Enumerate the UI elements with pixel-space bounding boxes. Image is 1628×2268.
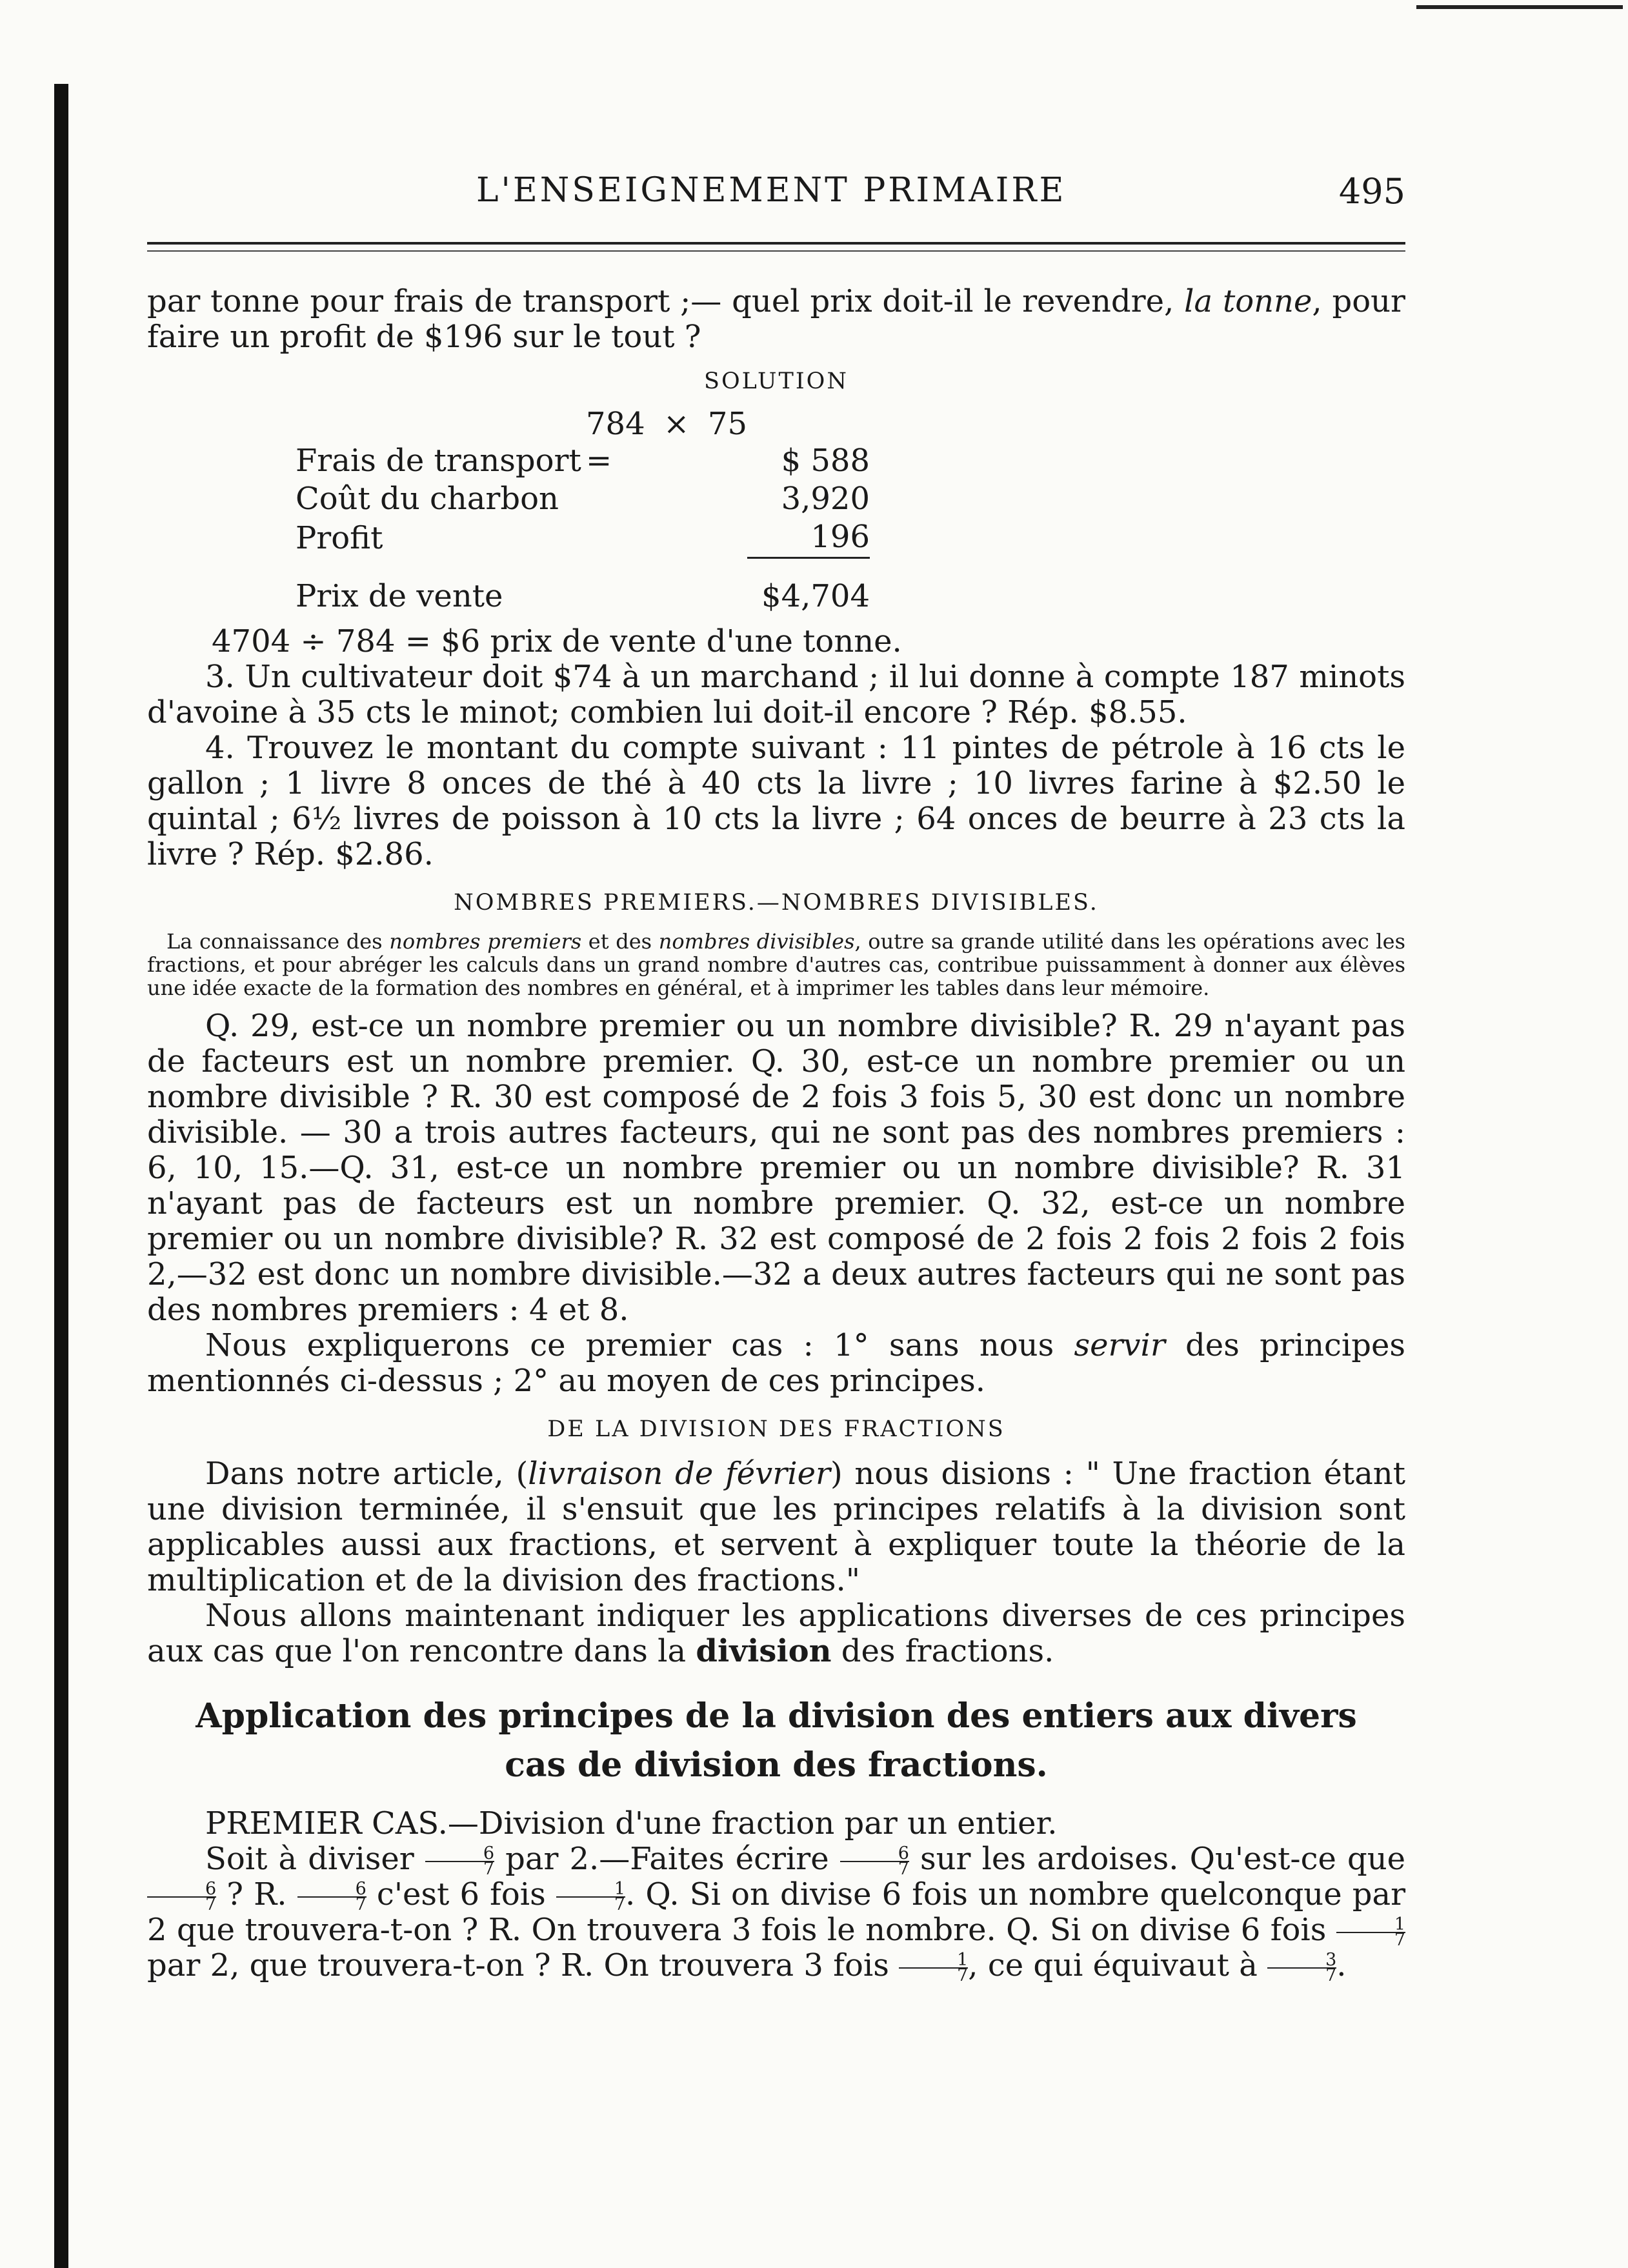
explanation-paragraph: Nous expliquerons ce premier cas : 1° sans nous servir des principes mentionnés ci-dessus ; 2° au moyen de ces principes. <box>147 1327 1406 1399</box>
solution-total-row: Prix de vente $4,704 <box>296 558 870 617</box>
fraction: $\frac{6}{7}$ <box>147 1882 216 1912</box>
fraction: $\frac{3}{7}$ <box>1267 1953 1336 1983</box>
running-title: L'ENSEIGNEMENT PRIMAIRE <box>476 171 1067 210</box>
fraction: $\frac{1}{7}$ <box>899 1953 968 1983</box>
section-title-nombres: NOMBRES PREMIERS.—NOMBRES DIVISIBLES. <box>454 890 1099 916</box>
page-number: 495 <box>1338 171 1405 212</box>
solution-row: Coût du charbon 3,920 <box>296 481 870 517</box>
intro-paragraph: par tonne pour frais de transport ;— quel prix doit-il le revendre, la tonne, pour faire un profit de $196 sur le tout ? <box>147 283 1405 355</box>
division-paragraph-1: Dans notre article, (livraison de février) nous disions : " Une fraction étant une division terminée, il s'ensuit que les principes relatifs à la division sont applicables aussi aux fractions, et servent à expliquer toute la théorie de la multiplication et de la division des fractions." <box>147 1456 1406 1598</box>
section-title-division: DE LA DIVISION DES FRACTIONS <box>547 1416 1005 1442</box>
premier-cas-paragraph: Soit à diviser $\frac{6}{7}$ par 2.—Faites écrire $\frac{6}{7}$ sur les ardoises. Qu'est-ce que $\frac{6}{7}$ ? R. $\frac{6}{7}$ c'est 6 fois $\frac{1}{7}$ . Q. Si on divise 6 fois un nombre quelconque par 2 que trouvera-t-on ? R. On trouvera 3 fois le nombre. Q. Si on divise 6 fois $\frac{1}{7}$ par 2, que trouvera-t-on ? R. On trouvera 3 fois $\frac{1}{7}$ , ce qui équivaut à $\frac{3}{7}$ . <box>147 1841 1406 1985</box>
body-text <box>147 284 1405 1983</box>
fraction: $\frac{6}{7}$ <box>425 1847 494 1876</box>
solution-table <box>296 406 870 616</box>
section-heading: Application des principes de la division des entiers aux divers cas de division des fractions. <box>196 1696 1357 1785</box>
fraction: $\frac{1}{7}$ <box>556 1882 625 1912</box>
problem-3: 3. Un cultivateur doit $74 à un marchand ; il lui donne à compte 187 minots d'avoine à 35 cts le minot; combien lui doit-il encore ? Rép. $8.55. <box>147 659 1405 730</box>
fraction: $\frac{1}{7}$ <box>1336 1918 1405 1947</box>
qa-paragraph: Q. 29, est-ce un nombre premier ou un nombre divisible? R. 29 n'ayant pas de facteurs est un nombre premier. Q. 30, est-ce un nombre premier ou un nombre divisible ? R. 30 est composé de 2 fois 3 fois 5, 30 est donc un nombre divisible. — 30 a trois autres facteurs, qui ne sont pas des nombres premiers : 6, 10, 15.—Q. 31, est-ce un nombre premier ou un nombre divisible? R. 31 n'ayant pas de facteurs est un nombre premier. Q. 32, est-ce un nombre premier ou un nombre divisible? R. 32 est composé de 2 fois 2 fois 2 fois 2 fois 2,—32 est donc un nombre divisible.—32 a deux autres facteurs qui ne sont pas des nombres premiers : 4 et 8. <box>147 1008 1405 1328</box>
solution-result: 4704 ÷ 784 = $6 prix de vente d'une tonne. <box>212 623 902 659</box>
running-header <box>147 171 1405 216</box>
fraction: $\frac{6}{7}$ <box>840 1847 909 1876</box>
solution-row: Frais de transport 784 × 75 = $ 588 <box>296 406 870 479</box>
problem-4: 4. Trouvez le montant du compte suivant : 11 pintes de pétrole à 16 cts le gallon ; 1 livre 8 onces de thé à 40 cts la livre ; 10 livres farine à $2.50 le quintal ; 6½ livres de poisson à 10 cts la livre ; 64 onces de beurre à 23 cts la livre ? Rép. $2.86. <box>147 730 1405 872</box>
division-paragraph-2: Nous allons maintenant indiquer les applications diverses de ces principes aux cas que l'on rencontre dans la division des fractions. <box>147 1598 1405 1669</box>
binding-edge <box>54 84 68 2268</box>
fraction: $\frac{6}{7}$ <box>297 1882 367 1912</box>
solution-label: SOLUTION <box>704 368 849 394</box>
solution-row: Profit 196 <box>296 519 870 556</box>
header-rule <box>147 242 1405 245</box>
scan-edge-line <box>1416 5 1623 9</box>
premier-cas-title: PREMIER CAS.—Division d'une fraction par un entier. <box>205 1805 1058 1841</box>
header-rule-thin <box>147 250 1405 252</box>
section-note: La connaissance des nombres premiers et des nombres divisibles, outre sa grande utilité dans les opérations avec les fractions, et pour abréger les calculs dans un grand nombre d'autres cas, contribue puissamment à donner aux élèves une idée exacte de la formation des nombres en général, et à imprimer les tables dans leur mémoire. <box>147 929 1405 1000</box>
